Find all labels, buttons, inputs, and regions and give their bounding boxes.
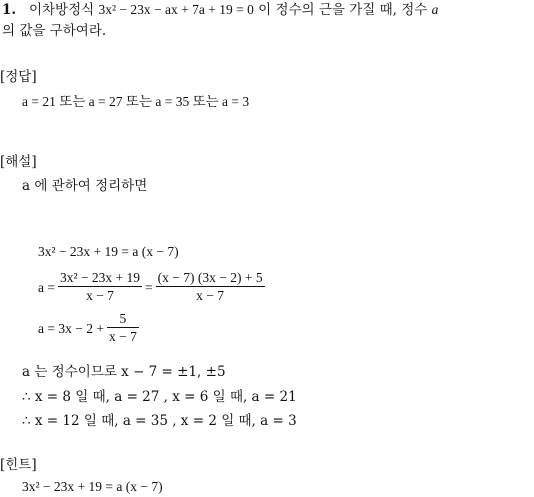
eq2-frac1-numerator: 3x² − 23x + 19: [59, 270, 141, 285]
eq3-lhs: a = 3x − 2 +: [38, 320, 104, 336]
problem-variable: a: [431, 2, 439, 17]
problem-text-mid: 이 정수의 근을 가질 때, 정수: [258, 2, 428, 18]
eq2-equals: =: [145, 279, 153, 295]
eq3-denominator: x − 7: [108, 329, 137, 344]
problem-number: 1.: [2, 2, 17, 18]
eq2-fraction-2: [156, 270, 265, 305]
solution-step-1: a 는 정수이므로 x − 7 = ±1, ±5: [22, 364, 226, 380]
eq2-frac1-denominator: x − 7: [58, 286, 142, 305]
hint-label: [힌트]: [0, 457, 37, 473]
eq2-frac2-numerator: (x − 7) (3x − 2) + 5: [157, 270, 263, 285]
solution-step-2: ∴ x = 8 일 때, a = 27 , x = 6 일 때, a = 21: [22, 389, 297, 405]
eq2-frac2-denominator: x − 7: [156, 286, 265, 305]
problem-line-1: [2, 0, 438, 20]
eq3-numerator: 5: [119, 311, 127, 326]
answer-label: [정답]: [0, 69, 37, 85]
solution-eq3: [38, 311, 142, 346]
problem-line-2: 의 값을 구하여라.: [2, 23, 107, 39]
solution-eq2: [38, 270, 268, 305]
solution-step-3: ∴ x = 12 일 때, a = 35 , x = 2 일 때, a = 3: [22, 413, 297, 429]
solution-intro: a 에 관하여 정리하면: [22, 178, 148, 194]
eq3-fraction: [107, 311, 139, 346]
solution-label: [해설]: [0, 154, 37, 170]
answer-text: a = 21 또는 a = 27 또는 a = 35 또는 a = 3: [22, 94, 250, 109]
hint-text: 3x² − 23x + 19 = a (x − 7): [22, 479, 163, 494]
eq2-lhs: a =: [38, 279, 55, 295]
problem-equation: 3x² − 23x − ax + 7a + 19 = 0: [98, 2, 254, 17]
eq2-fraction-1: [58, 270, 142, 305]
problem-text-start: 이차방정식: [28, 2, 95, 18]
solution-eq1: 3x² − 23x + 19 = a (x − 7): [38, 244, 179, 259]
